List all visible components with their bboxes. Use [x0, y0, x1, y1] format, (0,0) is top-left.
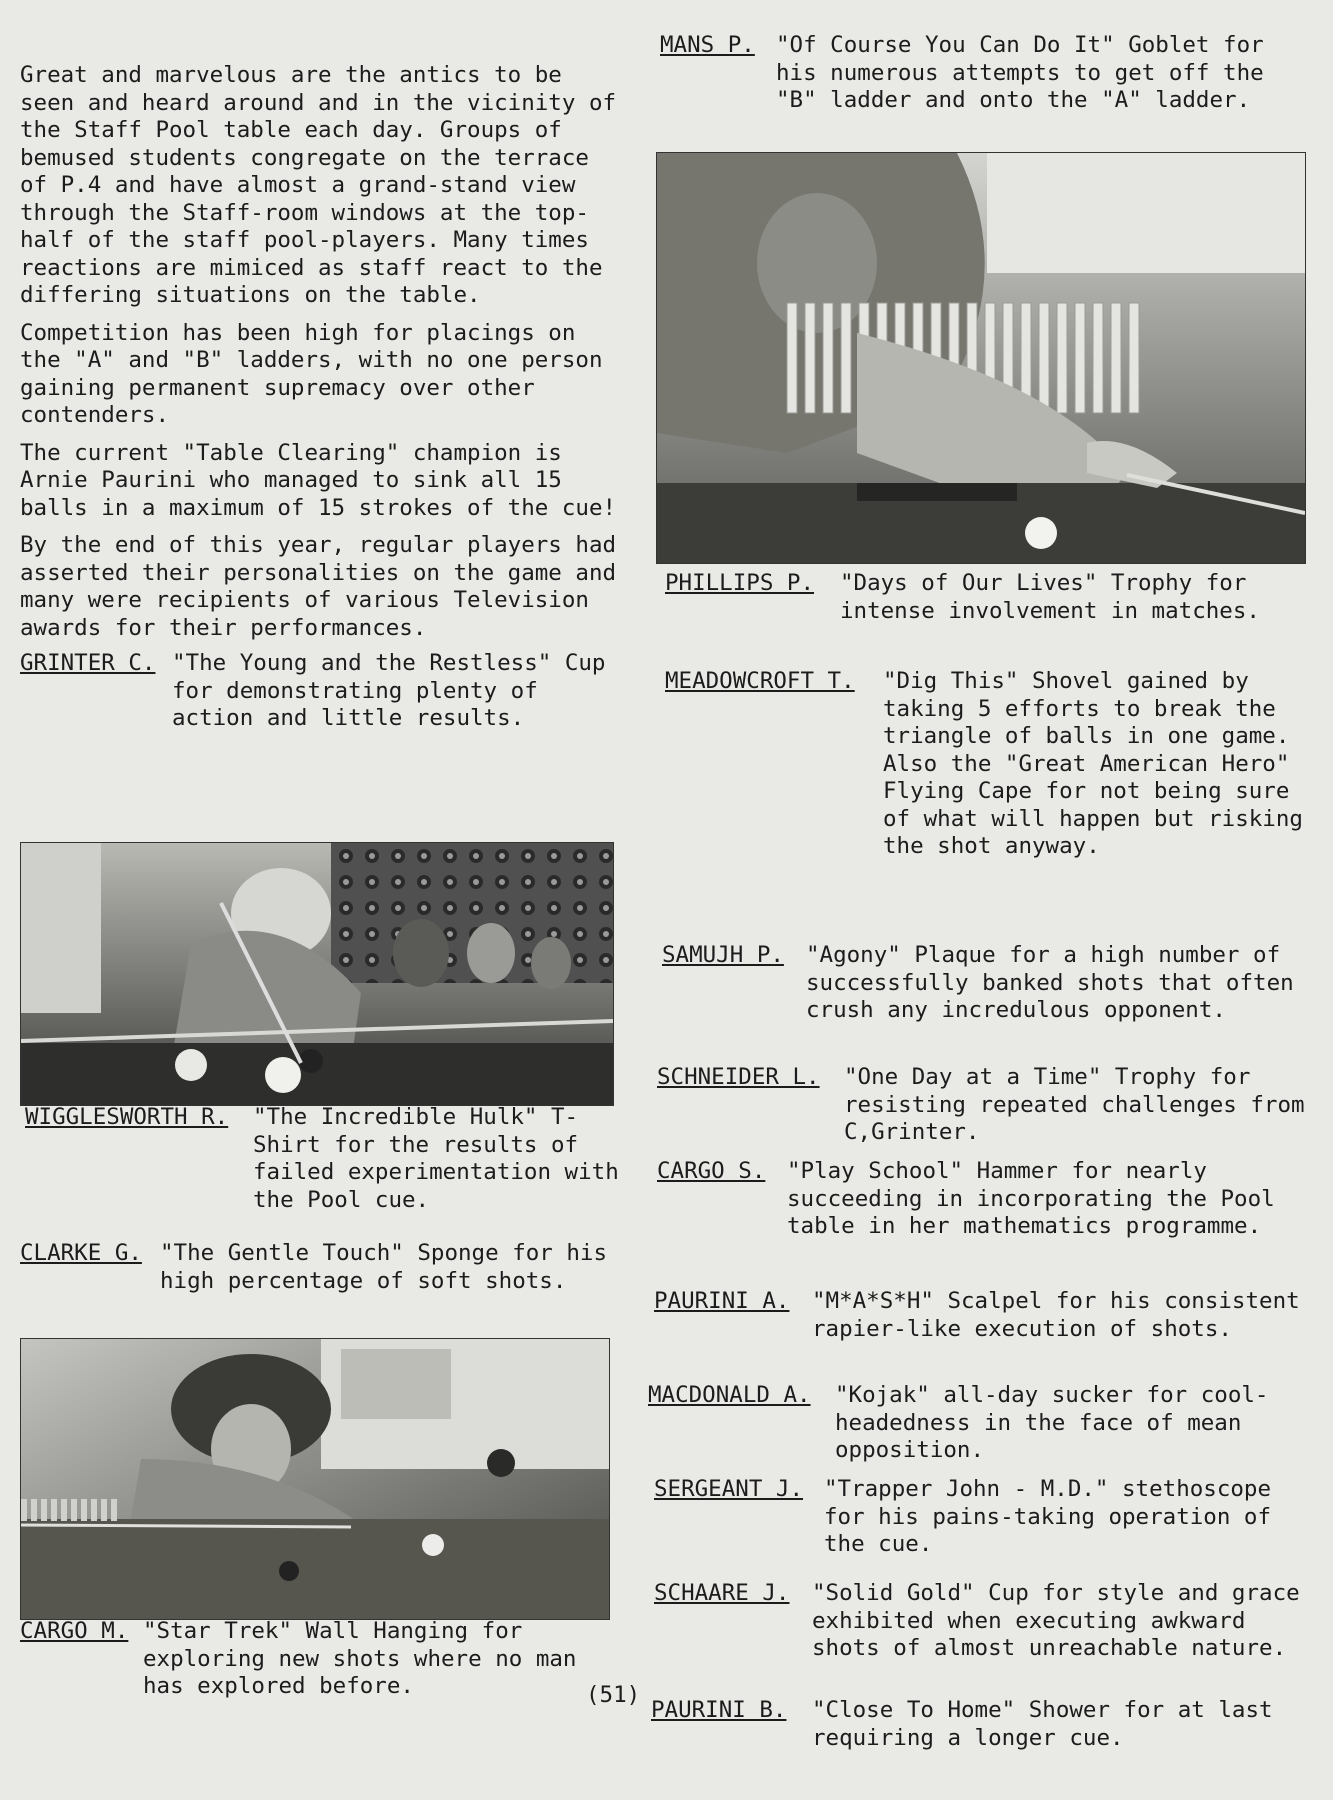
paragraph-intro: Great and marvelous are the antics to be seen and heard around and in the vicinity of the Staff Pool table each day. Groups of bemused students congregate on the terrace of P.4 and have almost a grand-stand view through the Staff-room windows at the top-half of the staff pool-players. Many times reactions are mimiced as staff react to the differing situations on the table.	[20, 62, 617, 308]
award-recipient: PHILLIPS P.	[665, 570, 815, 596]
award-description: "One Day at a Time" Trophy for resisting repeated challenges from C,Grinter.	[844, 1064, 1305, 1145]
award-recipient: SERGEANT J.	[654, 1476, 804, 1502]
award-recipient: SCHAARE J.	[654, 1580, 790, 1606]
award-cargo-s	[657, 1158, 1317, 1241]
photo-player-reaching-image	[657, 153, 1305, 563]
paragraph-awards-intro: By the end of this year, regular players had asserted their personalities on the game and many were recipients of various Television awards for their performances.	[20, 532, 617, 641]
award-samujh	[662, 942, 1317, 1025]
page-number: (51)	[586, 1682, 641, 1708]
award-paurini-b	[651, 1697, 1317, 1752]
photo-player-reaching	[656, 152, 1306, 564]
award-recipient: WIGGLESWORTH R.	[25, 1104, 229, 1130]
photo-pool-players-image	[21, 843, 613, 1105]
award-description: "Kojak" all-day sucker for cool-headedness in the face of mean opposition.	[835, 1382, 1269, 1463]
award-description: "Solid Gold" Cup for style and grace exhibited when executing awkward shots of almost unreachable nature.	[812, 1580, 1300, 1661]
left-column	[20, 62, 620, 733]
award-sergeant	[654, 1476, 1317, 1559]
award-description: "Agony" Plaque for a high number of successfully banked shots that often crush any incredulous opponent.	[806, 942, 1294, 1023]
award-description: "Star Trek" Wall Hanging for exploring new shots where no man has explored before.	[143, 1618, 577, 1699]
award-description: "Of Course You Can Do It" Goblet for his numerous attempts to get off the "B" ladder and onto the "A" ladder.	[776, 32, 1264, 113]
award-recipient: CARGO S.	[657, 1158, 766, 1184]
award-description: "The Young and the Restless" Cup for demonstrating plenty of action and little results.	[172, 650, 606, 731]
paragraph-champion: The current "Table Clearing" champion is Arnie Paurini who managed to sink all 15 balls in a maximum of 15 strokes of the cue!	[20, 439, 617, 521]
award-schneider	[657, 1064, 1317, 1147]
award-cargo-m	[20, 1618, 620, 1701]
award-mans	[660, 32, 1310, 115]
award-wigglesworth	[25, 1104, 625, 1214]
award-schaare	[654, 1580, 1317, 1663]
award-recipient: PAURINI B.	[651, 1697, 787, 1723]
photo-pool-players	[20, 842, 614, 1106]
award-recipient: SCHNEIDER L.	[657, 1064, 820, 1090]
award-clarke	[20, 1240, 620, 1295]
photo-player-shot-image	[21, 1339, 609, 1619]
award-recipient: PAURINI A.	[654, 1288, 790, 1314]
award-recipient: GRINTER C.	[20, 650, 156, 676]
award-grinter	[20, 650, 620, 733]
award-phillips	[665, 570, 1315, 625]
award-paurini-a	[654, 1288, 1317, 1343]
award-description: "Close To Home" Shower for at last requiring a longer cue.	[812, 1697, 1273, 1751]
award-recipient: SAMUJH P.	[662, 942, 784, 968]
award-description: "Trapper John - M.D." stethoscope for his pains-taking operation of the cue.	[824, 1476, 1272, 1557]
award-macdonald	[648, 1382, 1317, 1465]
award-description: "Play School" Hammer for nearly succeeding in incorporating the Pool table in her mathematics programme.	[787, 1158, 1275, 1239]
award-recipient: MACDONALD A.	[648, 1382, 811, 1408]
award-description: "The Gentle Touch" Sponge for his high percentage of soft shots.	[160, 1240, 608, 1294]
photo-player-shot	[20, 1338, 610, 1620]
award-recipient: CLARKE G.	[20, 1240, 142, 1266]
award-description: "The Incredible Hulk" T-Shirt for the results of failed experimentation with the Pool cue.	[253, 1104, 619, 1213]
award-meadowcroft	[665, 668, 1315, 861]
award-description: "M*A*S*H" Scalpel for his consistent rapier-like execution of shots.	[812, 1288, 1300, 1342]
award-recipient: MANS P.	[660, 32, 755, 58]
paragraph-competition: Competition has been high for placings on the "A" and "B" ladders, with no one person gaining permanent supremacy over other contenders.	[20, 319, 603, 428]
award-description: "Dig This" Shovel gained by taking 5 efforts to break the triangle of balls in one game. Also the "Great American Hero" Flying Cape for not being sure of what will happen but risking the shot anyway.	[883, 668, 1303, 859]
award-description: "Days of Our Lives" Trophy for intense involvement in matches.	[840, 570, 1260, 624]
award-recipient: CARGO M.	[20, 1618, 129, 1644]
award-recipient: MEADOWCROFT T.	[665, 668, 855, 694]
